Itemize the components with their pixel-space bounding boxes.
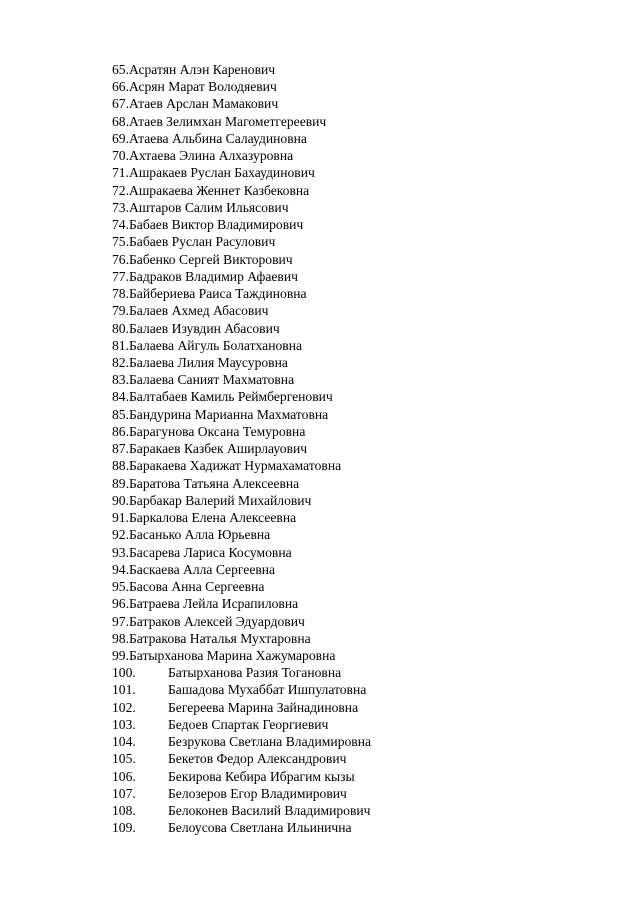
list-item-number: 71. bbox=[112, 165, 129, 181]
list-item bbox=[112, 406, 371, 423]
list-item bbox=[112, 285, 371, 302]
list-item-name: Атаев Зелимхан Магометгереевич bbox=[129, 113, 327, 129]
list-item-name: Безрукова Светлана Владимировна bbox=[168, 734, 372, 750]
list-item-number: 109. bbox=[112, 820, 136, 836]
list-item-name: Белоконев Василий Владимирович bbox=[168, 803, 371, 819]
list-item-number: 81. bbox=[112, 337, 129, 353]
list-item-name: Ашракаева Женнет Казбековна bbox=[129, 182, 310, 198]
list-item bbox=[112, 664, 371, 681]
list-item bbox=[112, 716, 371, 733]
list-item-number: 85. bbox=[112, 406, 129, 422]
list-item-name: Бекирова Кебира Ибрагим кызы bbox=[168, 768, 355, 784]
list-item bbox=[112, 302, 371, 319]
list-item-number: 102. bbox=[112, 699, 136, 715]
list-item-number: 97. bbox=[112, 613, 129, 629]
list-item-name: Бандурина Марианна Махматовна bbox=[129, 406, 329, 422]
list-item-number: 106. bbox=[112, 768, 136, 784]
list-item-number: 70. bbox=[112, 148, 129, 164]
list-item-name: Басарева Лариса Косумовна bbox=[129, 544, 292, 560]
list-item-number: 101. bbox=[112, 682, 136, 698]
list-item bbox=[112, 423, 371, 440]
list-item-name: Балаев Ахмед Абасович bbox=[129, 303, 269, 319]
list-item bbox=[112, 130, 371, 147]
list-item-number: 94. bbox=[112, 561, 129, 577]
list-item-number: 99. bbox=[112, 647, 129, 663]
list-item bbox=[112, 561, 371, 578]
list-item-number: 84. bbox=[112, 389, 129, 405]
list-item-number: 65. bbox=[112, 62, 129, 77]
list-item-number: 98. bbox=[112, 630, 129, 646]
list-item-number: 95. bbox=[112, 579, 129, 595]
list-item bbox=[112, 630, 371, 647]
list-item bbox=[112, 216, 371, 233]
list-item bbox=[112, 233, 371, 250]
list-item-name: Батраков Алексей Эдуардович bbox=[129, 613, 305, 629]
list-item bbox=[112, 147, 371, 164]
list-item-name: Белозеров Егор Владимирович bbox=[168, 785, 347, 801]
list-item-number: 100. bbox=[112, 665, 136, 681]
list-item bbox=[112, 785, 371, 802]
list-item-name: Балаева Айгуль Болатхановна bbox=[129, 337, 303, 353]
list-item-number: 91. bbox=[112, 510, 129, 526]
list-item-name: Батырханова Разия Тогановна bbox=[168, 665, 342, 681]
list-item-number: 82. bbox=[112, 354, 129, 370]
list-item-name: Батырханова Марина Хажумаровна bbox=[129, 647, 336, 663]
list-item bbox=[112, 509, 371, 526]
list-item-number: 107. bbox=[112, 785, 136, 801]
list-item-name: Баратова Татьяна Алексеевна bbox=[129, 475, 300, 491]
list-item-name: Ашракаев Руслан Бахаудинович bbox=[129, 165, 315, 181]
list-item-number: 72. bbox=[112, 182, 129, 198]
list-item bbox=[112, 457, 371, 474]
list-item-name: Атаева Альбина Салаудиновна bbox=[129, 130, 307, 146]
list-item-number: 80. bbox=[112, 320, 129, 336]
list-item-number: 78. bbox=[112, 286, 129, 302]
list-item-number: 92. bbox=[112, 527, 129, 543]
list-item bbox=[112, 595, 371, 612]
list-item-number: 73. bbox=[112, 199, 129, 215]
list-item bbox=[112, 371, 371, 388]
list-item-number: 104. bbox=[112, 734, 136, 750]
list-item-name: Басова Анна Сергеевна bbox=[129, 579, 265, 595]
list-item bbox=[112, 354, 371, 371]
list-item-name: Белоусова Светлана Ильинична bbox=[168, 820, 352, 836]
list-item-name: Бадраков Владимир Афаевич bbox=[129, 268, 298, 284]
list-item-number: 77. bbox=[112, 268, 129, 284]
list-item-number: 76. bbox=[112, 251, 129, 267]
list-item-name: Батракова Наталья Мухтаровна bbox=[129, 630, 311, 646]
list-item-number: 87. bbox=[112, 441, 129, 457]
list-item-number: 75. bbox=[112, 234, 129, 250]
list-item-name: Байбериева Раиса Таждиновна bbox=[129, 286, 307, 302]
list-item bbox=[112, 164, 371, 181]
list-item-number: 88. bbox=[112, 458, 129, 474]
list-item-number: 108. bbox=[112, 803, 136, 819]
list-item bbox=[112, 802, 371, 819]
list-item bbox=[112, 768, 371, 785]
list-item bbox=[112, 733, 371, 750]
list-item-name: Балаева Саният Махматовна bbox=[129, 372, 295, 388]
list-item-number: 79. bbox=[112, 303, 129, 319]
list-item-name: Баракаев Казбек Аширлауович bbox=[129, 441, 308, 457]
list-item-number: 105. bbox=[112, 751, 136, 767]
list-item bbox=[112, 699, 371, 716]
list-item bbox=[112, 95, 371, 112]
list-item bbox=[112, 819, 371, 836]
list-item bbox=[112, 526, 371, 543]
list-item-number: 67. bbox=[112, 96, 129, 112]
list-item bbox=[112, 251, 371, 268]
list-item-name: Барбакар Валерий Михайлович bbox=[129, 492, 312, 508]
list-item bbox=[112, 681, 371, 698]
list-item bbox=[112, 113, 371, 130]
list-item-number: 89. bbox=[112, 475, 129, 491]
list-item-number: 83. bbox=[112, 372, 129, 388]
list-item bbox=[112, 647, 371, 664]
list-item-name: Бабаев Руслан Расулович bbox=[129, 234, 276, 250]
list-item-name: Балтабаев Камиль Реймбергенович bbox=[129, 389, 333, 405]
list-item bbox=[112, 578, 371, 595]
list-item-name: Баркалова Елена Алексеевна bbox=[129, 510, 297, 526]
list-item-number: 68. bbox=[112, 113, 129, 129]
list-item-number: 74. bbox=[112, 217, 129, 233]
list-item-number: 69. bbox=[112, 130, 129, 146]
list-item-name: Басанько Алла Юрьевна bbox=[129, 527, 271, 543]
list-item-name: Барагунова Оксана Темуровна bbox=[129, 423, 306, 439]
list-item-name: Баракаева Хадижат Нурмахаматовна bbox=[129, 458, 342, 474]
list-item bbox=[112, 544, 371, 561]
list-item bbox=[112, 440, 371, 457]
list-item-name: Ахтаева Элина Алхазуровна bbox=[129, 148, 294, 164]
name-list bbox=[112, 61, 371, 837]
list-item bbox=[112, 61, 371, 78]
list-item-number: 103. bbox=[112, 716, 136, 732]
list-item-name: Бегереева Марина Зайнадиновна bbox=[168, 699, 359, 715]
list-item-number: 93. bbox=[112, 544, 129, 560]
list-item-name: Балаева Лилия Маусуровна bbox=[129, 354, 288, 370]
list-item-name: Асратян Алэн Каренович bbox=[129, 62, 276, 77]
list-item-name: Бабаев Виктор Владимирович bbox=[129, 217, 304, 233]
list-item-name: Батраева Лейла Исрапиловна bbox=[129, 596, 299, 612]
list-item-name: Бекетов Федор Александрович bbox=[168, 751, 347, 767]
list-item bbox=[112, 320, 371, 337]
list-item bbox=[112, 78, 371, 95]
list-item bbox=[112, 337, 371, 354]
list-item-number: 96. bbox=[112, 596, 129, 612]
list-item-number: 66. bbox=[112, 79, 129, 95]
list-item-name: Атаев Арслан Мамакович bbox=[129, 96, 279, 112]
list-item-name: Асрян Марат Володяевич bbox=[129, 79, 277, 95]
list-item-number: 86. bbox=[112, 423, 129, 439]
list-item bbox=[112, 182, 371, 199]
list-item bbox=[112, 475, 371, 492]
list-item bbox=[112, 268, 371, 285]
list-item-name: Аштаров Салим Ильясович bbox=[129, 199, 289, 215]
list-item bbox=[112, 750, 371, 767]
list-item-name: Баскаева Алла Сергеевна bbox=[129, 561, 276, 577]
list-item-name: Башадова Мухаббат Ишпулатовна bbox=[168, 682, 367, 698]
list-item bbox=[112, 388, 371, 405]
list-item bbox=[112, 199, 371, 216]
list-item bbox=[112, 492, 371, 509]
list-item-number: 90. bbox=[112, 492, 129, 508]
list-item-name: Бедоев Спартак Георгиевич bbox=[168, 716, 329, 732]
list-item-name: Балаев Изувдин Абасович bbox=[129, 320, 280, 336]
list-item bbox=[112, 613, 371, 630]
list-item-name: Бабенко Сергей Викторович bbox=[129, 251, 293, 267]
